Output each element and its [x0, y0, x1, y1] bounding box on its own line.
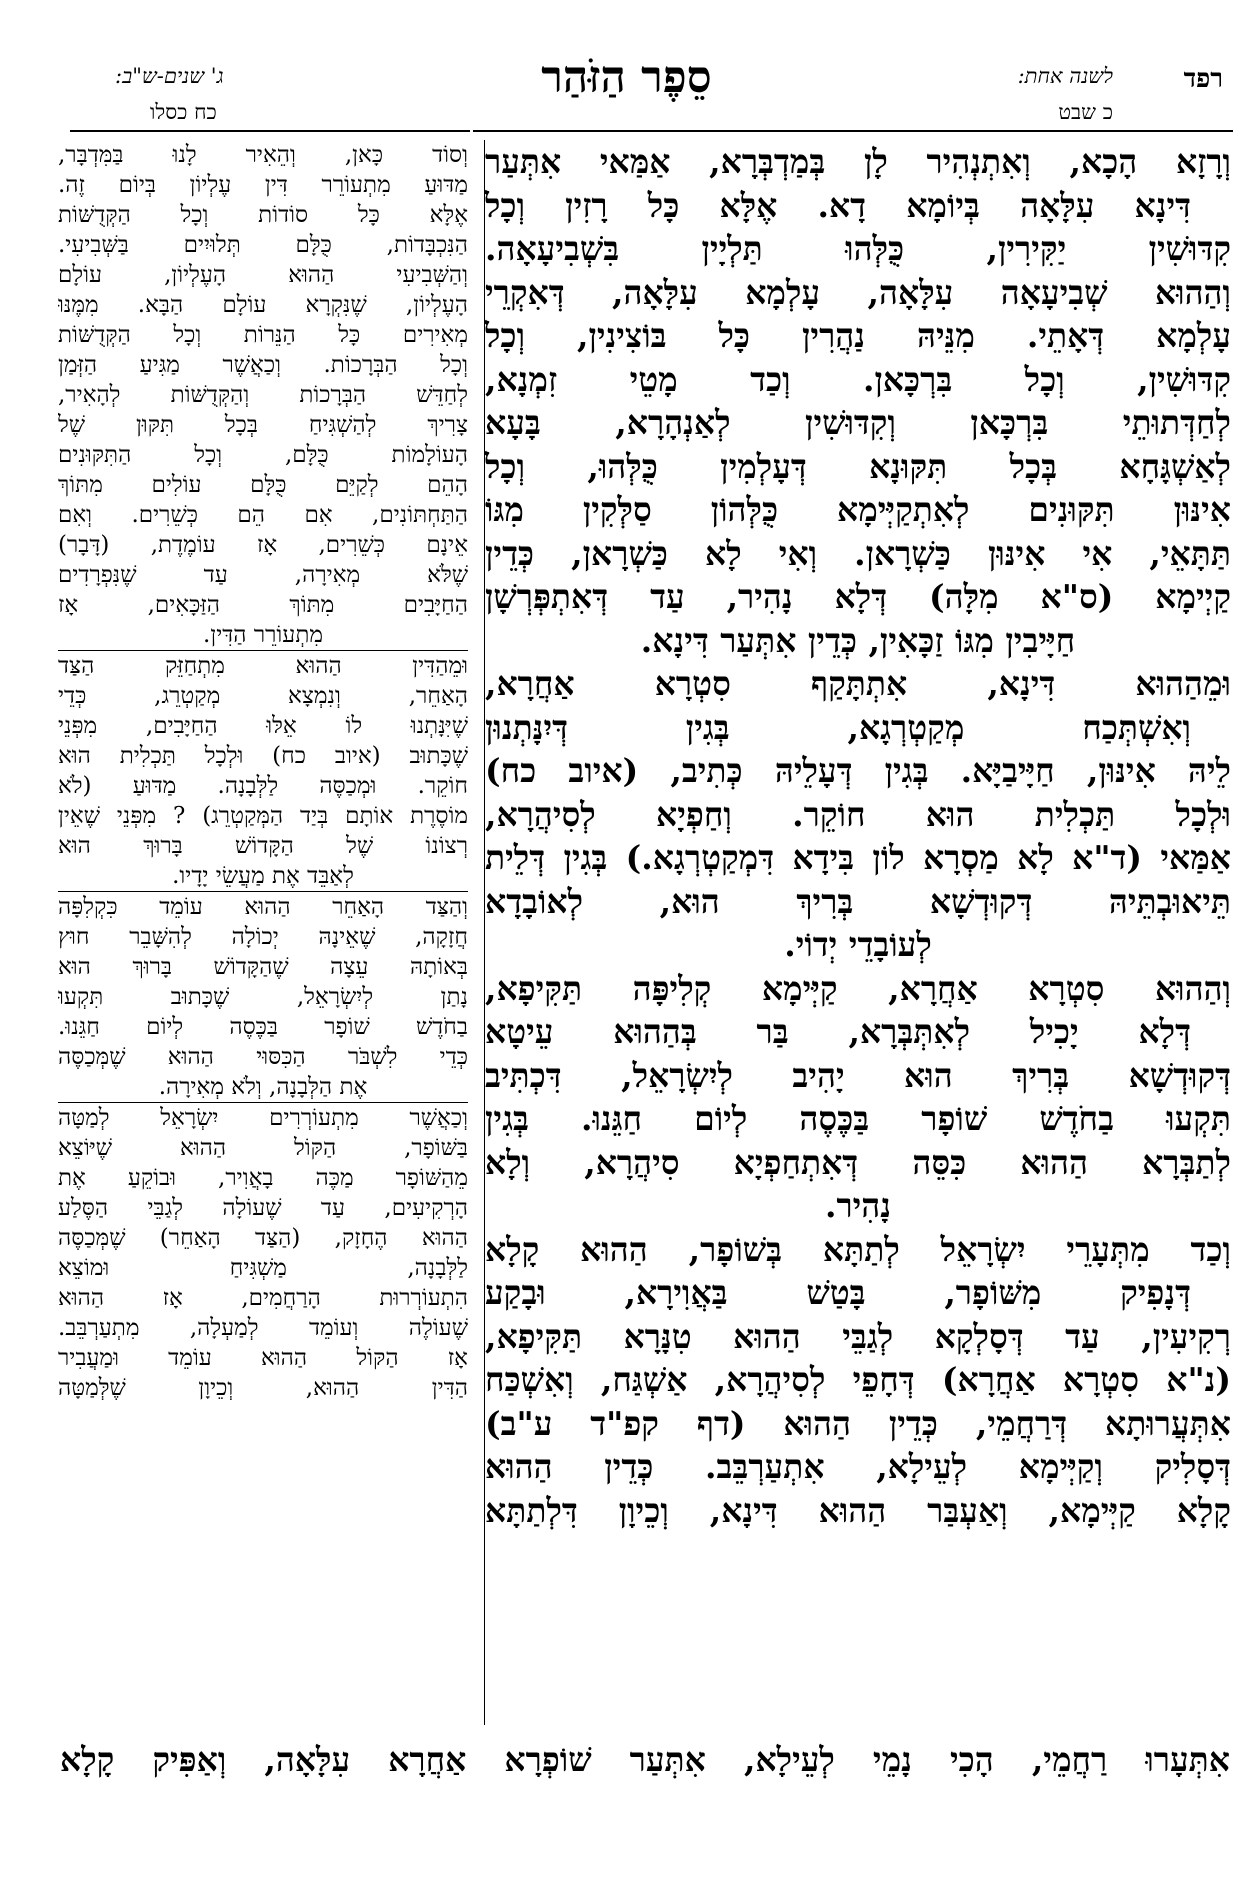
translation-line: בְּאוֹתָהּ עֵצָה שֶׁהַקָּדוֹשׁ בָּרוּךְ הוּא: [58, 954, 468, 980]
study-date-three-years: כח כסלו: [150, 100, 217, 124]
main-text-line: עָלְמָא דְּאָתֵי. מִנֵּיהּ נַהֲרִין כָּל בּוֹצִינִין, וְכָל: [485, 316, 1231, 355]
main-text-line: רְקִיעִין, עַד דְּסָלְקָא לְגַבֵּי הַהוּא טִנָּרָא תַּקִּיפָא,: [485, 1316, 1231, 1356]
translation-line: הָרְקִיעִים, עַד שֶׁעוֹלָה לְגַבֵּי הַסֶּלַע: [58, 1195, 468, 1221]
study-schedule-three-years: ג' שנים-ש"ב:: [115, 64, 224, 88]
translation-line: הַדִּין הַהוּא, וְכֵיוָן שֶׁלְּמַטָּה: [58, 1375, 468, 1401]
main-text-line: לְחַדְּתוּתֵי בִּרְכָּאן וְקִדּוּשִׁין לְאַנְהָרָא, בָּעָא: [485, 403, 1231, 442]
main-text-line: תֵּיאוּבְתֵּיהּ דְּקוּדְשָׁא בְּרִיךְ הוּא, לְאוֹבָדָא: [485, 881, 1231, 921]
translation-line: רְצוֹנוֹ שֶׁל הַקָּדוֹשׁ בָּרוּךְ הוּא: [58, 833, 468, 859]
page-number: רפד: [1183, 64, 1223, 94]
book-title: סֵפֶר הַזֹּהַר: [541, 52, 712, 103]
translation-line: אָז הַקּוֹל הַהוּא עוֹמֵד וּמַעֲבִיר: [58, 1345, 468, 1371]
column-divider: [484, 140, 485, 1725]
main-text-line: וּמֵהַהוּא דִּינָא, אִתְתָּקַף סִטְרָא אַחֲרָא,: [485, 664, 1231, 703]
translation-line: חֲזָקָה, שֶׁאֵינָהּ יְכוֹלָה לְהִשָּׁבֵר חוּץ: [58, 924, 468, 950]
main-text-line: נָהִיר.: [824, 1186, 892, 1225]
main-text-line: דְּלָא יָכִיל לְאִתְּבְּרָא, בַּר בְּהַהוּא עֵיטָא: [485, 1012, 1191, 1051]
main-text-column: [485, 140, 1231, 1725]
translation-line: הָעוֹלָמוֹת כֻּלָּם, וְכָל הַתִּקּוּנִים: [58, 442, 468, 468]
main-text-line: קָלָא קַיְּימָא, וְאַעְבַּר הַהוּא דִּינָא, וְכֵיוָן דִּלְתַתָּא: [485, 1490, 1231, 1530]
translation-line: הַחַיָּבִים מִתּוֹךְ הַזַּכָּאִים, אָז: [58, 592, 468, 618]
main-text-line: אַמַּאי (ד"א לָא מַסְרָא לוֹן בִּידָא דִּמְקַטְרְגָא.) בְּגִין דְּלֵית: [485, 838, 1231, 877]
translation-line: צָרִיךְ לְהַשְׁגִּיחַ בְּכָל תִּקּוּן שֶׁל: [58, 412, 468, 438]
translation-line: הַהוּא הֶחָזָק, (הַצַּד הָאַחֵר) שֶׁמְּכַסֶּה: [58, 1225, 468, 1251]
translation-line: שֶׁלֹּא מְאִירָה, עַד שֶׁנִּפְרָדִים: [58, 562, 468, 588]
translation-line: אֵינָם כְּשֵׁרִים, אָז עוֹמֶדֶת, (דָּבָר): [58, 532, 468, 558]
main-text-line: תִּקְעוּ בַחֹדֶשׁ שׁוֹפָר בַּכֶּסֶה לְיוֹם חַגֵּנוּ. בְּגִין: [485, 1099, 1231, 1138]
translation-line: חוֹקֵר. וּמְכַסֶּה לַלְּבָנָה. מַדּוּעַ (לֹא: [58, 773, 468, 799]
main-text-line: קִדּוּשִׁין, וְכָל בִּרְכָּאן. וְכַד מָטֵי זִמְנָא,: [485, 359, 1231, 399]
translation-line: כְּדֵי לִשְׁבֹּר הַכִּסּוּי הַהוּא שֶׁמְּכַסֶּה: [58, 1044, 468, 1070]
translation-line: מַדּוּעַ מִתְעוֹרֵר דִּין עֶלְיוֹן בְּיוֹם זֶה.: [58, 172, 468, 198]
main-text-line: חַיָּיבִין מִגּוֹ זַכָּאִין, כְּדֵין אִתְּעַר דִּינָא.: [640, 620, 1076, 660]
main-text-line: אִתְּעֲרוּתָא דְּרַחֲמֵי, כְּדֵין הַהוּא (דף קפ"ד ע"ב): [485, 1403, 1231, 1443]
study-schedule-one-year: לשנה אחת:: [1017, 64, 1113, 88]
translation-line: הָהֵם לְקַיֵּם כֻּלָּם עוֹלִים מִתּוֹךְ: [58, 472, 468, 498]
main-text-line: וְאִשְׁתְּכַח מְקַטְרְגָא, בְּגִין דְּיִנָּתְנוּן: [485, 707, 1191, 747]
main-text-line: וְהַהוּא סִטְרָא אַחֲרָא, קַיְּימָא קְלִיפָּה תַּקִּיפָא,: [485, 968, 1231, 1008]
translation-column: [58, 140, 468, 1725]
main-text-line: דִּינָא עִלָּאָה בְּיוֹמָא דָא. אֶלָּא כָּל רָזִין וְכָל: [485, 185, 1191, 225]
main-text-line: קִדּוּשִׁין יַקִּירִין, כֻּלְּהוּ תַּלְיָין בִּשְׁבִיעָאָה.: [485, 229, 1231, 268]
translation-line: מוֹסֶרֶת אוֹתָם בְּיַד הַמְּקַטְרֵג) ? מִפְּנֵי שֶׁאֵין: [58, 803, 468, 829]
main-text-line: לְעוֹבָדֵי יְדוֹי.: [784, 925, 932, 964]
translation-line: לְאַבֵּד אֶת מַעֲשֵׂי יָדָיו.: [58, 861, 468, 892]
translation-line: מְאִירִים כָּל הַנֵּרוֹת וְכָל הַקְּדֻשּׁוֹת: [58, 322, 468, 348]
main-text-line: קַיְימָא (ס"א מִלָּה) דְּלָא נָהִיר, עַד דְּאִתְפְּרְשָׁן: [485, 577, 1231, 616]
translation-line: וְכָל הַבְּרָכוֹת. וְכַאֲשֶׁר מַגִּיעַ הַזְּמַן: [58, 352, 468, 378]
translation-line: הִתְעוֹרְרוּת הָרַחֲמִים, אָז הַהוּא: [58, 1285, 468, 1311]
translation-line: נָתַן לְיִשְׂרָאֵל, שֶׁכָּתוּב תִּקְעוּ: [58, 984, 468, 1010]
main-text-line: לֵיהּ אִינּוּן, חַיָּיבַיָּא. בְּגִין דְּעָלֵיהּ כְּתִיב, (איוב כח): [485, 751, 1231, 790]
translation-line: אֶת הַלְּבָנָה, וְלֹא מְאִירָה.: [58, 1072, 468, 1103]
translation-line: שֶׁיִּנָּתְנוּ לוֹ אֵלּוּ הַחַיָּבִים, מִפְּנֵי: [58, 713, 468, 739]
translation-line: הָעֶלְיוֹן, שֶׁנִּקְרָא עוֹלָם הַבָּא. מִמֶּנּוּ: [58, 292, 468, 318]
main-text-line: (נ"א סִטְרָא אַחֲרָא) דְּחָפֵי לְסִיהֲרָא, אַשְׁגַּח, וְאִשְׁכַּח: [485, 1360, 1231, 1399]
translation-line: לַלְּבָנָה, מַשְׁגִּיחַ וּמוֹצֵא: [58, 1255, 468, 1281]
main-text-line: לְאַשְׁגָּחָא בְּכָל תִּקּוּנָא דְּעָלְמִין כֻּלְּהוּ, וְכָל: [485, 446, 1231, 486]
translation-line: שֶׁעוֹלֶה וְעוֹמֵד לְמַעְלָה, מִתְעַרְבֵּב.: [58, 1315, 468, 1341]
translation-line: אֶלָּא כָּל סוֹדוֹת וְכָל הַקְּדֻשּׁוֹת: [58, 202, 468, 228]
translation-line: הָאַחֵר, וְנִמְצָא מְקַטְרֵג, כְּדֵי: [58, 683, 468, 709]
main-text-line: וְהַהוּא שְׁבִיעָאָה עִלָּאָה, עָלְמָא עִלָּאָה, דְּאִקְרֵי: [485, 272, 1231, 312]
translation-line: וְסוֹד כָּאן, וְהֵאִיר לָנוּ בַּמִּדְבָּר,: [58, 142, 468, 168]
main-text-line: אִינּוּן תִּקּוּנִים לְאִתְקַיְּימָא כֻּלְּהוֹן סַלְּקִין מִגּוֹ: [485, 490, 1231, 529]
main-text-line: וְכַד מִתְּעָרֵי יִשְׂרָאֵל לְתַתָּא בְּשׁוֹפָר, הַהוּא קָלָא: [485, 1229, 1231, 1269]
translation-line: וּמֵהַדִּין הַהוּא מִתְחַזֵּק הַצַּד: [58, 653, 468, 679]
translation-line: בַחֹדֶשׁ שׁוֹפָר בַּכֶּסֶה לְיוֹם חַגֵּנוּ.: [58, 1014, 468, 1040]
translation-line: שֶׁכָּתוּב (איוב כח) וּלְכָל תַּכְלִית הוּא: [58, 743, 468, 769]
study-date-one-year: כ שבט: [1058, 100, 1113, 124]
translation-line: וְכַאֲשֶׁר מִתְעוֹרְרִים יִשְׂרָאֵל לְמַטָּה: [58, 1105, 468, 1131]
main-text-line: וְרָזָא הָכָא, וְאִתְנְהִיר לָן בְּמַדְבְּרָא, אַמַּאי אִתְּעַר: [485, 142, 1231, 181]
main-text-bottom-line: אִתְּעָרוּ רַחֲמֵי, הָכִי נָמֵי לְעֵילָא, אִתְּעַר שׁוֹפְרָא אַחֲרָא עִלָּאָה, וְאַפִּיק קָלָא: [60, 1740, 1230, 1779]
main-text-line: דְּסָלִיק וְקַיְּימָא לְעֵילָא, אִתְעַרְבֵּב. כְּדֵין הַהוּא: [485, 1447, 1231, 1486]
main-text-line: דְּנָפִיק מִשּׁוֹפָר, בָּטַשׁ בַּאֲוִירָא, וּבָקַע: [485, 1273, 1191, 1312]
main-text-line: דְּקוּדְשָׁא בְּרִיךְ הוּא יָהִיב לְיִשְׂרָאֵל, דִּכְתִּיב: [485, 1055, 1231, 1095]
header-rule-right: [473, 130, 1233, 132]
translation-line: הַנִּכְבָּדוֹת, כֻּלָּם תְּלוּיִים בַּשְּׁבִיעִי.: [58, 232, 468, 258]
translation-line: בַּשּׁוֹפָר, הַקּוֹל הַהוּא שֶׁיּוֹצֵא: [58, 1135, 468, 1161]
translation-line: מֵהַשּׁוֹפָר מַכֶּה בָאֲוִיר, וּבוֹקֵעַ אֶת: [58, 1165, 468, 1191]
translation-line: לְחַדֵּשׁ הַבְּרָכוֹת וְהַקְּדֻשּׁוֹת לְהָאִיר,: [58, 382, 468, 408]
translation-line: הַתַּחְתּוֹנִים, אִם הֵם כְּשֵׁרִים. וְאִם: [58, 502, 468, 528]
main-text-line: לְתַבְּרָא הַהוּא כִּסֵּה דְּאִתְחַפְיָא סִיהֲרָא, וְלָא: [485, 1142, 1231, 1182]
header-rule-left: [70, 130, 470, 132]
translation-line: מִתְעוֹרֵר הַדִּין.: [58, 620, 468, 651]
translation-line: וְהַשְּׁבִיעִי הַהוּא הָעֶלְיוֹן, עוֹלָם: [58, 262, 468, 288]
main-text-line: תַּתָּאֵי, אִי אִינּוּן כַּשְׁרָאן. וְאִי לָא כַּשְׁרָאן, כְּדֵין: [485, 533, 1231, 573]
main-text-line: וּלְכָל תַּכְלִית הוּא חוֹקֵר. וְחַפְיָא לְסִיהֲרָא,: [485, 794, 1231, 834]
translation-line: וְהַצַּד הָאַחֵר הַהוּא עוֹמֵד כִּקְלִפָּה: [58, 894, 468, 920]
